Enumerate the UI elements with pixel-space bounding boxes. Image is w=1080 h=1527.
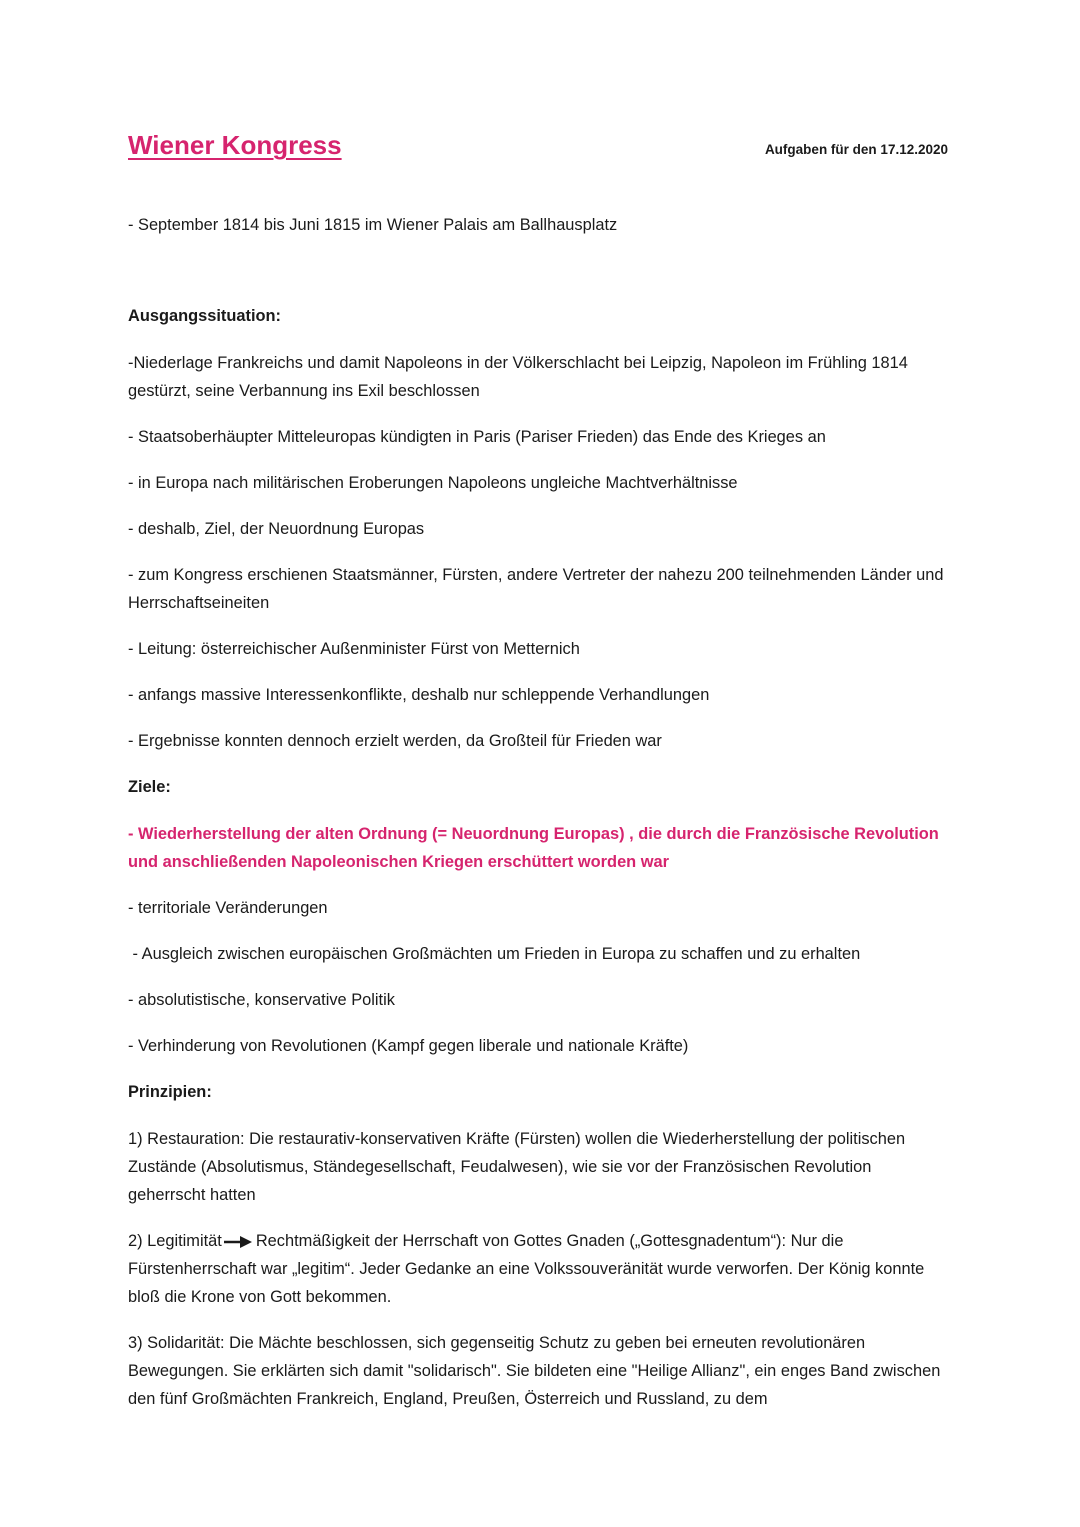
ziele-item-3: - absolutistische, konservative Politik <box>128 991 395 1009</box>
ziele-item-1: - territoriale Veränderungen <box>128 899 328 917</box>
heading-prinzipien: Prinzipien: <box>128 1083 212 1101</box>
ziele-highlight: - Wiederherstellung der alten Ordnung (= Neuordnung Europas) , die durch die Französische Revolution und anschließenden Napoleonischen Kriegen erschüttert worden war <box>128 825 939 871</box>
assignment-date: Aufgaben für den 17.12.2020 <box>764 142 948 157</box>
ausgang-item-5: - zum Kongress erschienen Staatsmänner, Fürsten, andere Vertreter der nahezu 200 teilnehmenden Länder und Herrschaftseineiten <box>128 566 944 612</box>
intro-line: - September 1814 bis Juni 1815 im Wiener Palais am Ballhausplatz <box>128 216 618 234</box>
ausgang-item-7: - anfangs massive Interessenkonflikte, deshalb nur schleppende Verhandlungen <box>128 686 710 704</box>
ausgang-item-4: - deshalb, Ziel, der Neuordnung Europas <box>128 520 425 538</box>
heading-ziele: Ziele: <box>128 778 171 796</box>
prinzip-legitimitaet-text: Rechtmäßigkeit der Herrschaft von Gottes Gnaden („Gottesgnadentum“): Nur die Fürstenherrschaft war „legitim“. Jeder Gedanke an eine Volkssouveränität wurde verworfen. Der König konnte bloß die Krone von Gott bekommen. <box>128 1232 925 1306</box>
ausgang-item-3: - in Europa nach militärischen Eroberungen Napoleons ungleiche Machtverhältnisse <box>128 474 738 492</box>
prinzip-restauration: 1) Restauration: Die restaurativ-konservativen Kräfte (Fürsten) wollen die Wiederherstellung der politischen Zustände (Absolutismus, Ständegesellschaft, Feudalwesen), wie sie vor der Französischen Revolution geherrscht hatten <box>128 1130 906 1204</box>
prinzip-solidaritaet: 3) Solidarität: Die Mächte beschlossen, sich gegenseitig Schutz zu geben bei erneuten revolutionären Bewegungen. Sie erklärten sich damit "solidarisch". Sie bildeten eine "Heilige Allianz", ein enges Band zwischen den fünf Großmächten Frankreich, England, Preußen, Österreich und Russland, zu dem <box>128 1334 941 1408</box>
ausgang-item-1: -Niederlage Frankreichs und damit Napoleons in der Völkerschlacht bei Leipzig, Napoleon im Frühling 1814 gestürzt, seine Verbannung ins Exil beschlossen <box>128 354 908 400</box>
document-title: Wiener Kongress <box>128 130 342 160</box>
ausgang-item-2: - Staatsoberhäupter Mitteleuropas kündigten in Paris (Pariser Frieden) das Ende des Krieges an <box>128 428 826 446</box>
prinzip-legitimitaet-label: 2) Legitimität <box>128 1232 222 1250</box>
ausgang-item-6: - Leitung: österreichischer Außenminister Fürst von Metternich <box>128 640 580 658</box>
ziele-item-4: - Verhinderung von Revolutionen (Kampf gegen liberale und nationale Kräfte) <box>128 1037 689 1055</box>
heading-ausgangssituation: Ausgangssituation: <box>128 307 281 325</box>
prinzip-legitimitaet <box>128 1227 952 1311</box>
ziele-item-2: - Ausgleich zwischen europäischen Großmächten um Frieden in Europa zu schaffen und zu erhalten <box>128 945 861 963</box>
ausgang-item-8: - Ergebnisse konnten dennoch erzielt werden, da Großteil für Frieden war <box>128 732 662 750</box>
arrow-right-icon <box>224 1236 252 1248</box>
